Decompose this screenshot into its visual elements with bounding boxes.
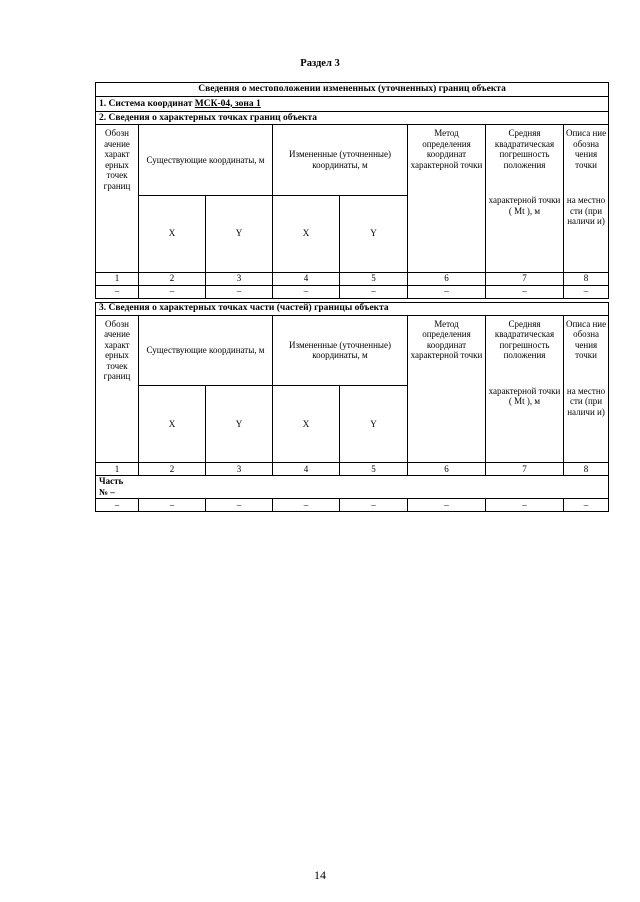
column-number: 8 — [564, 272, 609, 285]
column-number-row — [96, 272, 609, 285]
table-cell: – — [273, 285, 340, 298]
table-cell: – — [139, 499, 206, 512]
column-number: 1 — [96, 272, 139, 285]
coordinate-system-label: 1. Система координат — [99, 98, 193, 109]
table-title: Сведения о местоположении измененных (уточненных) границ объекта — [96, 83, 609, 97]
coordinate-system-row — [96, 97, 609, 112]
column-number: 3 — [206, 463, 273, 476]
column-number: 6 — [408, 463, 486, 476]
col-existing-header: Существующие координаты, м — [139, 315, 273, 386]
col-error-header-top: Средняя квадратическая погрешность положения — [486, 315, 564, 386]
section-3-title: 3. Сведения о характерных точках части (частей) границы объекта — [96, 302, 609, 315]
column-number: 8 — [564, 463, 609, 476]
existing-y-header: Y — [206, 195, 273, 272]
boundary-table — [95, 82, 609, 512]
column-number: 4 — [273, 463, 340, 476]
table-cell: – — [408, 285, 486, 298]
column-number: 1 — [96, 463, 139, 476]
changed-x-header: X — [273, 386, 340, 463]
col-error-header-bottom: характерной точки ( Mt ), м — [486, 195, 564, 272]
table-cell: – — [486, 285, 564, 298]
table-cell: – — [206, 285, 273, 298]
col-error-header-top: Средняя квадратическая погрешность положения — [486, 125, 564, 196]
col-changed-header: Измененные (уточненные) координаты, м — [273, 315, 408, 386]
coordinate-system-value: МСК-04, зона 1 — [194, 98, 261, 109]
column-number: 2 — [139, 463, 206, 476]
column-number: 4 — [273, 272, 340, 285]
existing-x-header: X — [139, 386, 206, 463]
column-number: 7 — [486, 463, 564, 476]
column-number-row — [96, 463, 609, 476]
col-desc-header-top: Описа ние обозна чения точки — [564, 315, 609, 386]
existing-x-header: X — [139, 195, 206, 272]
column-number: 7 — [486, 272, 564, 285]
column-number: 5 — [340, 463, 408, 476]
table-cell: – — [564, 499, 609, 512]
part-label: Часть — [99, 476, 124, 486]
page-number: 14 — [314, 868, 326, 882]
col-desc-header-top: Описа ние обозна чения точки — [564, 125, 609, 196]
table-cell: – — [564, 285, 609, 298]
col-existing-header: Существующие координаты, м — [139, 125, 273, 196]
table-cell: – — [96, 285, 139, 298]
part-row — [96, 476, 609, 499]
table-cell: – — [340, 499, 408, 512]
column-number: 3 — [206, 272, 273, 285]
col-error-header-bottom: характерной точки ( Mt ), м — [486, 386, 564, 463]
section-title: Раздел 3 — [300, 58, 340, 69]
changed-x-header: X — [273, 195, 340, 272]
part-number: № – — [99, 486, 115, 497]
col-designation-header: Обозн ачение характ ерных точек границ — [96, 315, 139, 463]
table-cell: – — [273, 499, 340, 512]
changed-y-header: Y — [340, 386, 408, 463]
column-number: 6 — [408, 272, 486, 285]
table-row — [96, 285, 609, 298]
column-number: 5 — [340, 272, 408, 285]
col-changed-header: Измененные (уточненные) координаты, м — [273, 125, 408, 196]
col-designation-header: Обозн ачение характ ерных точек границ — [96, 125, 139, 273]
table-cell: – — [139, 285, 206, 298]
col-desc-header-bottom: на местно сти (при наличи и) — [564, 195, 609, 272]
table-cell: – — [340, 285, 408, 298]
col-desc-header-bottom: на местно сти (при наличи и) — [564, 386, 609, 463]
table-cell: – — [408, 499, 486, 512]
section-2-title: 2. Сведения о характерных точках границ объекта — [96, 112, 609, 125]
changed-y-header: Y — [340, 195, 408, 272]
table-cell: – — [96, 499, 139, 512]
existing-y-header: Y — [206, 386, 273, 463]
column-number: 2 — [139, 272, 206, 285]
col-method-header: Метод определения координат характерной точки — [408, 125, 486, 273]
table-cell: – — [206, 499, 273, 512]
table-row — [96, 499, 609, 512]
col-method-header: Метод определения координат характерной точки — [408, 315, 486, 463]
table-cell: – — [486, 499, 564, 512]
